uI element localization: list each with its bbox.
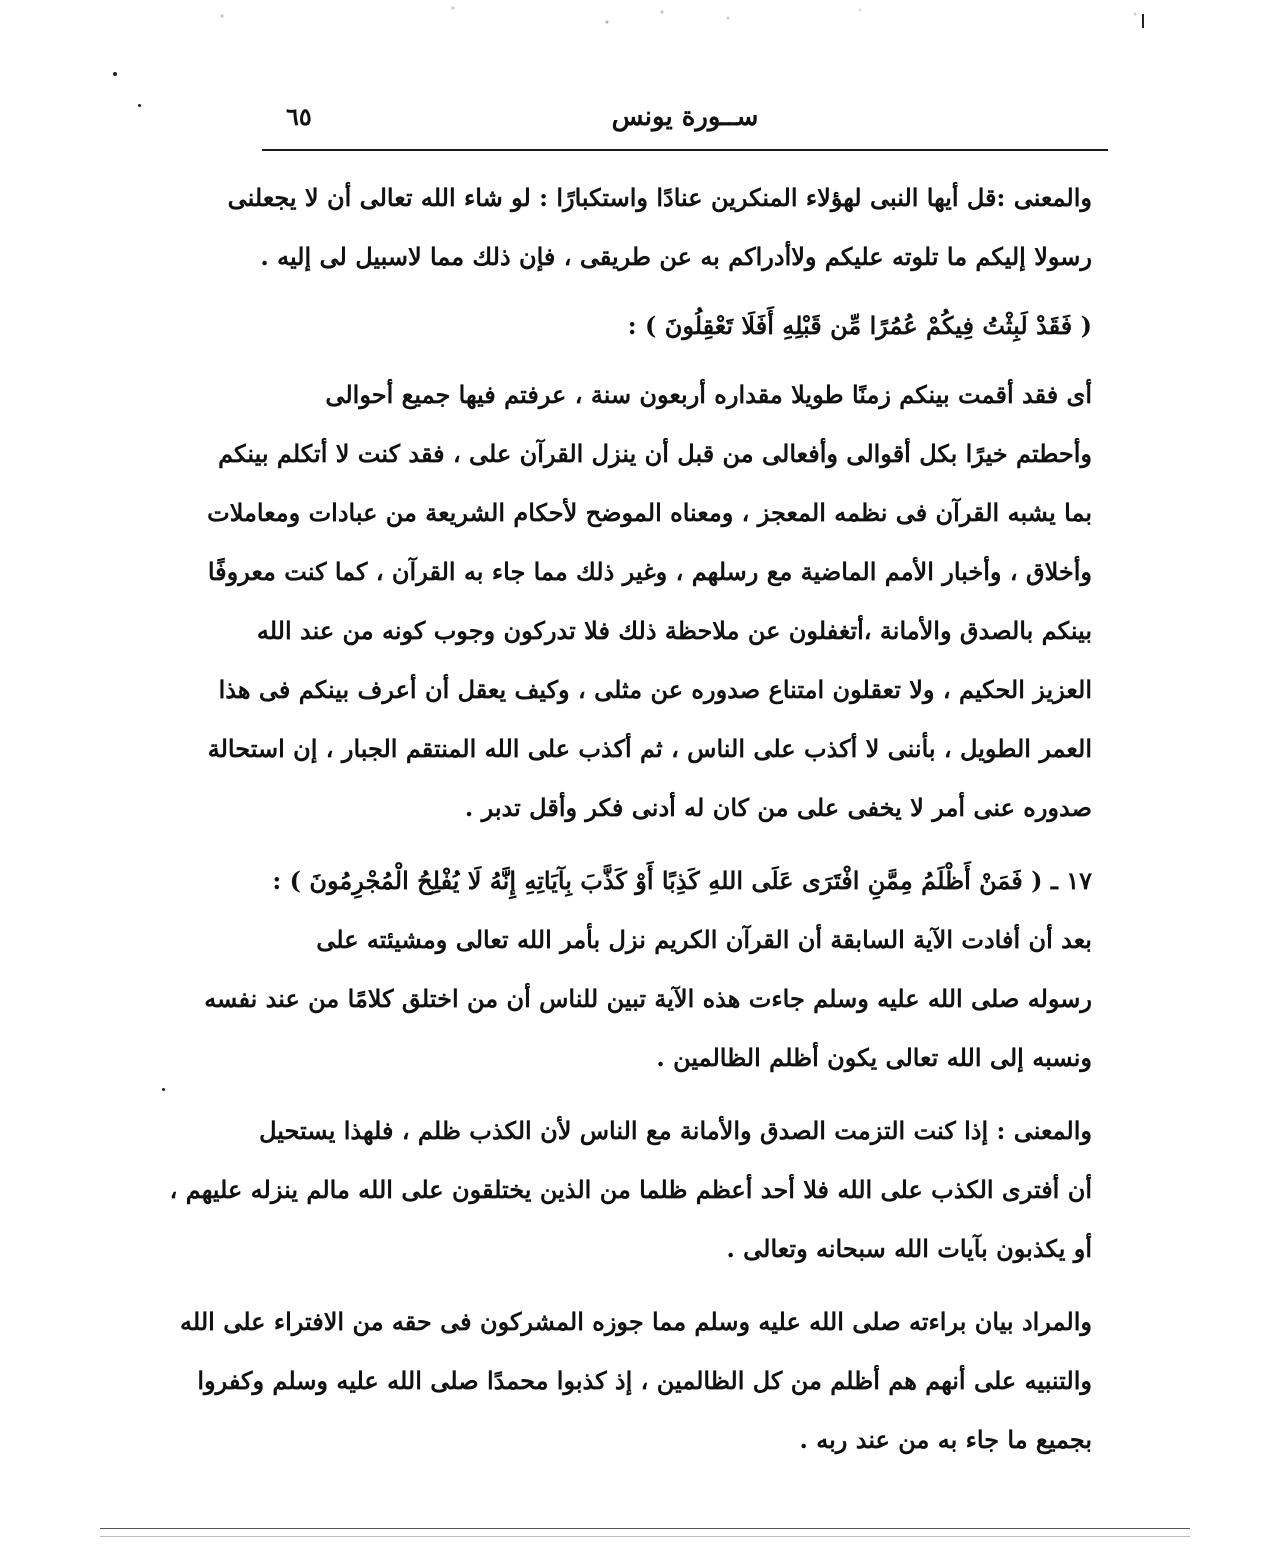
text-line: ونسبه إلى الله تعالى يكون أظلم الظالمين . <box>656 1043 1092 1072</box>
page-header <box>262 98 1108 150</box>
text-line: أو يكذبون بآيات الله سبحانه وتعالى . <box>726 1234 1092 1263</box>
text-line: والمراد بيان براءته صلى الله عليه وسلم مما جوزه المشركون فى حقه من الافتراء على الله <box>180 1307 1092 1336</box>
text-line: بعد أن أفادت الآية السابقة أن القرآن الكريم نزل بأمر الله تعالى ومشيئته على <box>316 925 1092 954</box>
bottom-scan-edge <box>100 1528 1190 1529</box>
scan-noise <box>90 0 1190 40</box>
scan-mark <box>1142 14 1144 28</box>
text-line: العمر الطويل ، بأننى لا أكذب على الناس ، ثم أكذب على الله المنتقم الجبار ، إن استحالة <box>207 734 1092 763</box>
text-line: والمعنى :قل أيها النبى لهؤلاء المنكرين عنادًا واستكبارًا : لو شاء الله تعالى أن لا يجعلنى <box>227 183 1092 212</box>
text-line: أى فقد أقمت بينكم زمنًا طويلا مقداره أربعون سنة ، عرفتم فيها جميع أحوالى <box>325 380 1092 409</box>
text-line: صدوره عنى أمر لا يخفى على من كان له أدنى فكر وأقل تدبر . <box>464 793 1092 822</box>
text-line: وأخلاق ، وأخبار الأمم الماضية مع رسلهم ، وغير ذلك مما جاء به القرآن ، كما كنت معروفًا <box>207 557 1092 586</box>
quran-verse-line: ( فَقَدْ لَبِثْتُ فِيكُمْ عُمُرًا مِّن قَبْلِهِ أَفَلَا تَعْقِلُونَ ) : <box>627 311 1092 340</box>
text-line: بينكم بالصدق والأمانة ،أتغفلون عن ملاحظة ذلك فلا تدركون وجوب كونه من عند الله <box>256 616 1092 645</box>
bottom-scan-edge <box>100 1536 1190 1537</box>
page-number: ٦٥ <box>286 102 312 131</box>
scan-dot <box>162 1088 165 1091</box>
text-line: وأحطتم خيرًا بكل أقوالى وأفعالى من قبل أن ينزل القرآن على ، فقد كنت لا أتكلم بينكم <box>218 439 1092 468</box>
text-line: أن أفترى الكذب على الله فلا أحد أعظم ظلما من الذين يختلقون على الله مالم ينزله عليهم ، <box>169 1175 1092 1204</box>
scan-dot <box>113 72 117 76</box>
header-rule <box>262 149 1108 151</box>
text-line: العزيز الحكيم ، ولا تعقلون امتناع صدوره عن مثلى ، وكيف يعقل أن أعرف بينكم فى هذا <box>218 675 1092 704</box>
scan-dot <box>138 104 141 107</box>
text-line: والمعنى : إذا كنت التزمت الصدق والأمانة مع الناس لأن الكذب ظلم ، فلهذا يستحيل <box>259 1116 1092 1145</box>
running-title: ســورة يونس <box>611 102 759 132</box>
text-line: بما يشبه القرآن فى نظمه المعجز ، ومعناه الموضح لأحكام الشريعة من عبادات ومعاملات <box>207 498 1092 527</box>
text-line: رسولا إليكم ما تلوته عليكم ولاأدراكم به عن طريقى ، فإن ذلك مما لاسبيل لى إليه . <box>260 242 1092 271</box>
text-line: رسوله صلى الله عليه وسلم جاءت هذه الآية تبين للناس أن من اختلق كلامًا من عند نفسه <box>204 984 1092 1013</box>
body-text <box>169 168 1092 1469</box>
quran-verse-line: ١٧ ـ ( فَمَنْ أَظْلَمُ مِمَّنِ افْتَرَى عَلَى اللهِ كَذِبًا أَوْ كَذَّبَ بِآيَاتِهِ إِنَّهُ لَا يُفْلِحُ الْمُجْرِمُونَ ) : <box>272 866 1092 895</box>
text-line: بجميع ما جاء به من عند ربه . <box>799 1425 1092 1454</box>
text-line: والتنبيه على أنهم هم أظلم من كل الظالمين ، إذ كذبوا محمدًا صلى الله عليه وسلم وكفروا <box>197 1366 1092 1395</box>
